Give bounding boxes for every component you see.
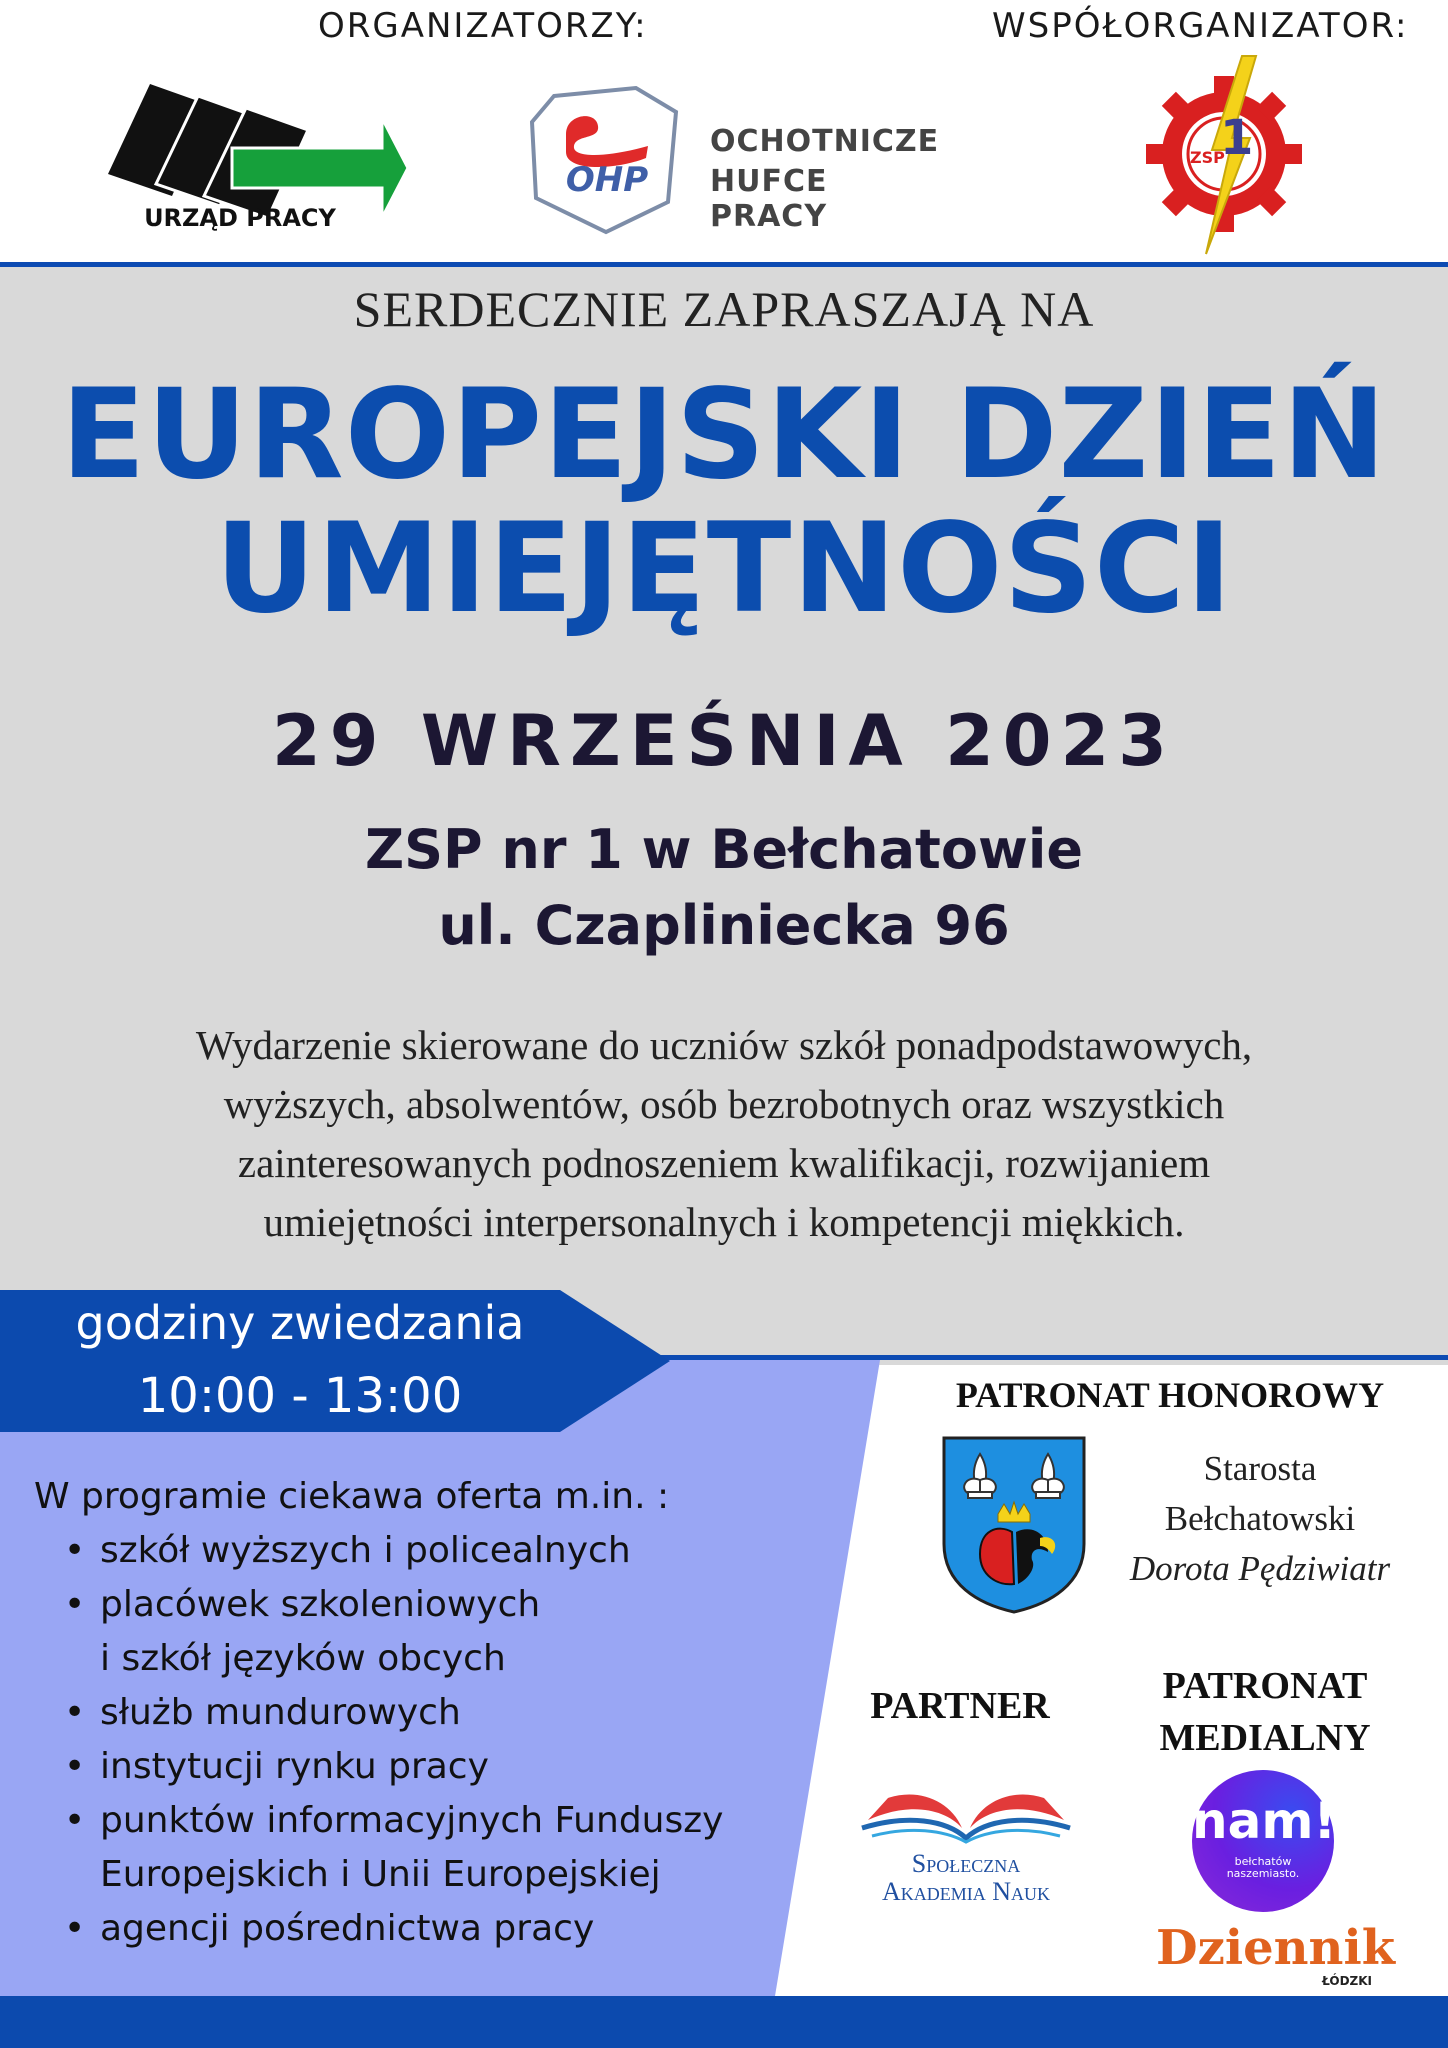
- starosta-line1: Starosta: [1203, 1449, 1317, 1488]
- description-line: umiejętności interpersonalnych i kompetencji miękkich.: [263, 1199, 1185, 1245]
- program-items: [34, 1524, 814, 1956]
- program-item: [64, 1686, 814, 1740]
- honorary-patronage-heading: PATRONAT HONOROWY: [955, 1375, 1385, 1415]
- program-item: [64, 1578, 814, 1686]
- nam-logo: [1192, 1770, 1337, 1912]
- urzad-pracy-text: URZĄD PRACY: [144, 204, 336, 232]
- invite-line: SERDECZNIE ZAPRASZAJĄ NA: [353, 281, 1095, 337]
- ohp-name-line2: HUFCE PRACY: [710, 164, 828, 234]
- dziennik-lodzki-logo: [1156, 1920, 1395, 1994]
- san-logo: [858, 1780, 1074, 1910]
- starosta-line2: Bełchatowski: [1164, 1499, 1356, 1538]
- event-description: [100, 1016, 1348, 1252]
- venue-line1: ZSP nr 1 w Bełchatowie: [364, 818, 1083, 881]
- event-title: [0, 363, 1448, 641]
- nam-logo-sub: [1192, 1856, 1334, 1880]
- program-item-text: punktów informacyjnych Funduszy: [100, 1800, 724, 1841]
- partner-heading: PARTNER: [870, 1685, 1050, 1727]
- description-line: wyższych, absolwentów, osób bezrobotnych oraz wszystkich: [223, 1081, 1225, 1127]
- zsp-number: 1: [1220, 110, 1254, 166]
- san-name-line2: Akademia Nauk: [881, 1877, 1051, 1906]
- program-item-text: instytucji rynku pracy: [100, 1746, 489, 1787]
- zsp-logo: [1144, 52, 1304, 262]
- coat-of-arms: [940, 1434, 1088, 1614]
- program-item-text: służb mundurowych: [100, 1692, 461, 1733]
- event-title-line2: UMIEJĘTNOŚCI: [215, 497, 1233, 641]
- urzad-pracy-logo: [100, 78, 420, 238]
- san-name: [858, 1850, 1074, 1906]
- program-list: [34, 1470, 814, 1956]
- san-name-line1: Społeczna: [911, 1849, 1021, 1878]
- dziennik-logo-text: Dziennik: [1156, 1920, 1395, 1976]
- program-item: [64, 1524, 814, 1578]
- footer-bar: [0, 1996, 1448, 2048]
- nam-logo-text: nam!: [1192, 1792, 1337, 1850]
- program-item: [64, 1902, 814, 1956]
- description-line: zainteresowanych podnoszeniem kwalifikacji, rozwijaniem: [237, 1140, 1211, 1186]
- ohp-abbrev: OHP: [565, 160, 649, 200]
- dziennik-logo-sub: ŁÓDZKI: [1322, 1974, 1372, 1988]
- coat-of-arms-shield: [940, 1434, 1088, 1614]
- media-patronage-heading: [1120, 1660, 1410, 1764]
- event-venue: [0, 812, 1448, 964]
- zsp-abbrev: ZSP: [1190, 148, 1225, 167]
- event-date: 29 WRZEŚNIA 2023: [272, 700, 1176, 782]
- honorary-patron: [1100, 1444, 1420, 1594]
- program-item-text: Europejskich i Unii Europejskiej: [100, 1854, 661, 1895]
- venue-line2: ul. Czapliniecka 96: [438, 894, 1010, 957]
- program-item-text: agencji pośrednictwa pracy: [100, 1908, 595, 1949]
- program-intro: W programie ciekawa oferta m.in. :: [34, 1476, 670, 1517]
- nam-sub-line2: naszemiasto.: [1226, 1867, 1300, 1880]
- nam-sub-line1: bełchatów: [1234, 1855, 1292, 1868]
- coorganizer-label: WSPÓŁORGANIZATOR:: [992, 6, 1409, 46]
- san-book-emblem: [858, 1780, 1074, 1844]
- media-heading-line1: PATRONAT: [1162, 1665, 1368, 1707]
- starosta-name: Dorota Pędziwiatr: [1129, 1549, 1391, 1588]
- ohp-name-line1: OCHOTNICZE: [710, 124, 940, 159]
- event-title-line1: EUROPEJSKI DZIEŃ: [60, 363, 1388, 507]
- program-item-text: i szkół języków obcych: [100, 1638, 506, 1679]
- organizers-label: ORGANIZATORZY:: [318, 6, 648, 46]
- program-item: [64, 1794, 814, 1902]
- media-heading-line2: MEDIALNY: [1159, 1717, 1371, 1759]
- ohp-logo: [526, 82, 946, 242]
- description-line: Wydarzenie skierowane do uczniów szkół ponadpodstawowych,: [195, 1022, 1253, 1068]
- hours-time: 10:00 - 13:00: [137, 1368, 463, 1424]
- program-item-text: szkół wyższych i policealnych: [100, 1530, 631, 1571]
- program-item-text: placówek szkoleniowych: [100, 1584, 541, 1625]
- hours-title: godziny zwiedzania: [75, 1296, 525, 1350]
- program-item: [64, 1740, 814, 1794]
